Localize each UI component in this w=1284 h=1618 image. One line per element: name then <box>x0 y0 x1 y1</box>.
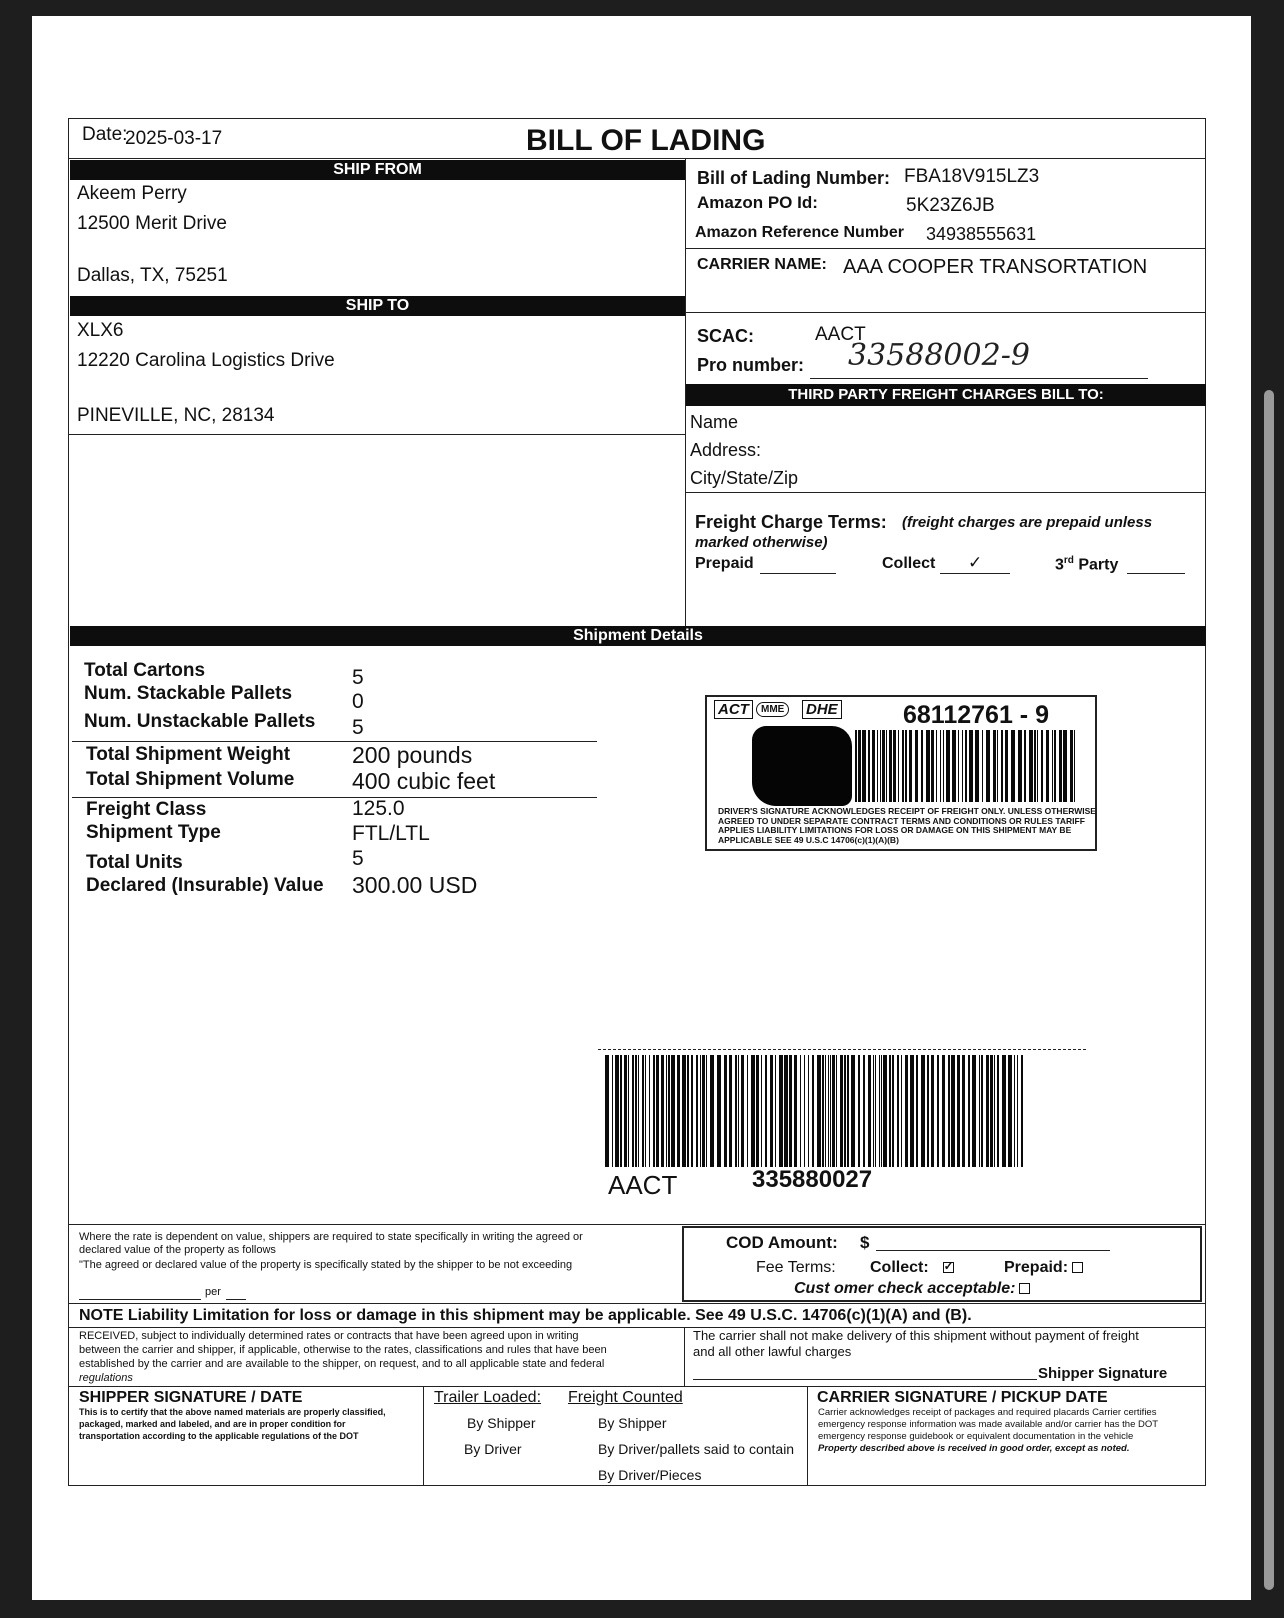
fee-terms-label: Fee Terms: <box>756 1259 836 1276</box>
barcode-bar <box>982 730 983 802</box>
barcode-bar <box>936 730 937 802</box>
ship-to-city: PINEVILLE, NC, 28134 <box>77 405 275 426</box>
barcode-bar <box>1008 1055 1012 1167</box>
sticker-disclaimer-line-1: DRIVER'S SIGNATURE ACKNOWLEDGES RECEIPT OF FREIGHT ONLY. UNLESS OTHERWISE <box>718 806 1096 816</box>
ship-from-header: SHIP FROM <box>70 160 685 180</box>
barcode-bar <box>879 1055 880 1167</box>
barcode-bar <box>696 1055 698 1167</box>
barcode-bar <box>784 1055 788 1167</box>
barcode-bar <box>940 730 941 802</box>
barcode-bar <box>1017 1055 1018 1167</box>
barcode-bar <box>756 1055 759 1167</box>
ref-value: 34938555631 <box>926 224 1037 244</box>
prepaid-option: Prepaid <box>695 555 754 572</box>
barcode-bar <box>800 1055 801 1167</box>
barcode-bar <box>969 730 973 802</box>
date-label: Date: <box>82 124 128 145</box>
barcode-bar <box>671 1055 675 1167</box>
fee-collect-label <box>870 1259 954 1277</box>
value-statement-line-3: "The agreed or declared value of the property is specifically stated by the shipper to be not exceeding <box>79 1259 573 1271</box>
carrier-signature-title: CARRIER SIGNATURE / PICKUP DATE <box>817 1389 1108 1406</box>
barcode-bar <box>804 1055 805 1167</box>
barcode-bar <box>979 1055 980 1167</box>
barcode-bar <box>858 1055 860 1167</box>
barcode-bar <box>1059 730 1062 802</box>
cod-currency: $ <box>860 1233 870 1252</box>
barcode-bar <box>905 1055 908 1167</box>
third-party-header: THIRD PARTY FREIGHT CHARGES BILL TO: <box>686 384 1206 406</box>
barcode-bar <box>1018 730 1022 802</box>
value-statement <box>79 1231 583 1272</box>
barcode-bar <box>1034 730 1036 802</box>
carrier-delivery-line-2: and all other lawful charges <box>693 1344 852 1359</box>
shipper-cert-line-1: This is to certify that the above named materials are properly classified, <box>79 1407 386 1417</box>
barcode-bar <box>880 730 881 802</box>
sticker-disclaimer <box>718 807 1096 845</box>
customer-check-label <box>794 1280 1030 1298</box>
barcode-bar <box>687 1055 689 1167</box>
barcode-bar <box>1029 730 1033 802</box>
sticker-disclaimer-line-4: APPLICABLE SEE 49 U.S.C 14706(c)(1)(A)(B) <box>718 834 899 845</box>
shipment-value-freight-class: 125.0 <box>352 797 405 820</box>
barcode-bar <box>735 1055 737 1167</box>
barcode-bar <box>717 1055 721 1167</box>
barcode-bar <box>937 1055 939 1167</box>
trailer-loaded-title: Trailer Loaded: <box>434 1389 542 1406</box>
barcode-bar <box>729 1055 732 1167</box>
barcode-bar <box>862 730 866 802</box>
third-party-address-label: Address: <box>690 440 762 460</box>
barcode-bar <box>893 730 896 802</box>
barcode-bar <box>868 730 870 802</box>
sticker-disclaimer-line-2: AGREED TO UNDER SEPARATE CONTRACT TERMS AND CONDITIONS OR RULES TARIFF <box>718 815 1085 826</box>
received-line-2: between the carrier and shipper, if applicable, otherwise to the rates, classifications and rules that have been <box>79 1344 607 1356</box>
barcode-bar <box>993 730 996 802</box>
barcode-bar <box>1011 730 1015 802</box>
customer-check-text: Cust omer check acceptable: <box>794 1280 1016 1297</box>
barcode-bar <box>661 1055 664 1167</box>
barcode-bar <box>915 730 918 802</box>
barcode-bar <box>873 1055 874 1167</box>
date-value: 2025-03-17 <box>125 128 223 149</box>
barcode-bar <box>889 1055 891 1167</box>
shipment-value-unstackable: 5 <box>352 716 364 739</box>
barcode-bar <box>997 730 998 802</box>
sticker-logo-dhe: DHE <box>802 700 842 719</box>
freight-terms-note-2: marked otherwise) <box>695 534 828 551</box>
fee-collect-text: Collect: <box>870 1259 929 1276</box>
barcode-bar <box>958 730 959 802</box>
barcode-bar <box>948 1055 950 1167</box>
barcode-bar <box>632 1055 634 1167</box>
freight-counted-title: Freight Counted <box>568 1389 683 1406</box>
shipment-label-units: Total Units <box>86 852 183 873</box>
barcode-bar <box>931 1055 934 1167</box>
barcode-bar <box>986 1055 989 1167</box>
collect-check-mark: ✓ <box>968 553 983 572</box>
shipment-label-type: Shipment Type <box>86 822 221 843</box>
pro-number-label: Pro number: <box>697 355 805 375</box>
barcode-bar <box>1070 730 1073 802</box>
fee-prepaid-label <box>1004 1259 1083 1277</box>
barcode-bar <box>872 730 875 802</box>
barcode-bar <box>1001 730 1003 802</box>
shipper-certification <box>79 1406 386 1442</box>
third-party-city-label: City/State/Zip <box>690 468 799 488</box>
barcode-bar <box>779 1055 783 1167</box>
fee-prepaid-checkbox[interactable] <box>1072 1262 1083 1273</box>
barcode-bar <box>832 1055 835 1167</box>
value-statement-line-1: Where the rate is dependent on value, shippers are required to state specifically in writing the agreed or <box>79 1231 583 1243</box>
bol-number-value: FBA18V915LZ3 <box>904 166 1040 187</box>
barcode-bar <box>775 1055 776 1167</box>
barcode-bar <box>794 1055 797 1167</box>
barcode-bar <box>943 730 944 802</box>
barcode-bar <box>638 1055 639 1167</box>
barcode-bar <box>1052 730 1053 802</box>
barcode-bar <box>828 1055 829 1167</box>
shipment-details-header: Shipment Details <box>70 626 1206 646</box>
third-party-option <box>1055 555 1118 574</box>
sticker-barcode <box>855 730 1080 802</box>
barcode-bar <box>981 1055 983 1167</box>
barcode-bar <box>851 1055 855 1167</box>
barcode-bar <box>921 1055 925 1167</box>
freight-terms-label: Freight Charge Terms: <box>695 512 887 532</box>
barcode-bar <box>724 1055 727 1167</box>
barcode-bar <box>968 1055 970 1167</box>
shipment-value-cartons: 5 <box>352 666 364 689</box>
shipper-signature-title: SHIPPER SIGNATURE / DATE <box>79 1389 303 1406</box>
trailer-by-shipper: By Shipper <box>467 1415 536 1431</box>
shipment-label-stackable: Num. Stackable Pallets <box>84 683 293 704</box>
fee-prepaid-text: Prepaid: <box>1004 1259 1069 1276</box>
barcode-bar <box>1024 730 1026 802</box>
ship-to-header: SHIP TO <box>70 296 685 316</box>
shipment-value-volume: 400 cubic feet <box>352 768 496 794</box>
shipment-label-declared-value: Declared (Insurable) Value <box>86 875 324 896</box>
barcode-bar <box>642 1055 644 1167</box>
barcode-bar <box>892 1055 894 1167</box>
barcode-bar <box>624 1055 627 1167</box>
barcode-bar <box>926 730 930 802</box>
barcode-bar <box>738 1055 739 1167</box>
shipment-label-weight: Total Shipment Weight <box>86 744 291 765</box>
page-title: BILL OF LADING <box>526 124 766 157</box>
barcode-bar <box>972 1055 976 1167</box>
barcode-bar <box>889 730 892 802</box>
barcode-bar <box>886 730 887 802</box>
shipment-value-stackable: 0 <box>352 690 364 713</box>
shipment-value-declared-value: 300.00 USD <box>352 872 478 898</box>
ref-label: Amazon Reference Number <box>695 224 904 241</box>
value-statement-line-2: declared value of the property as follows <box>79 1244 276 1256</box>
shipment-label-cartons: Total Cartons <box>84 660 206 681</box>
barcode-bar <box>615 1055 619 1167</box>
counted-by-shipper: By Shipper <box>598 1415 667 1431</box>
barcode-bar <box>902 730 904 802</box>
bol-number-label: Bill of Lading Number: <box>697 168 890 188</box>
counted-by-driver-pallets: By Driver/pallets said to contain <box>598 1441 795 1457</box>
barcode-bar <box>931 730 934 802</box>
barcode-bar <box>975 730 979 802</box>
barcode-bar <box>751 1055 755 1167</box>
received-terms <box>79 1329 607 1385</box>
barcode-bar <box>882 730 885 802</box>
received-line-1: RECEIVED, subject to individually determined rates or contracts that have been agreed upon in writing <box>79 1330 579 1342</box>
barcode-bar <box>986 730 990 802</box>
shipment-value-type: FTL/LTL <box>352 822 430 845</box>
barcode-bar <box>668 1055 670 1167</box>
barcode-bar <box>927 1055 929 1167</box>
barcode-bar <box>962 730 963 802</box>
scrollbar[interactable] <box>1264 390 1274 1590</box>
scac-value: AACT <box>815 324 866 345</box>
carrier-delivery-line-1: The carrier shall not make delivery of this shipment without payment of freight <box>693 1328 1139 1343</box>
barcode-bar <box>700 1055 701 1167</box>
barcode-bar <box>822 1055 824 1167</box>
barcode-bar <box>875 1055 876 1167</box>
barcode-bar <box>1037 730 1038 802</box>
carrier-certification <box>818 1407 1158 1455</box>
barcode-bar <box>691 1055 693 1167</box>
barcode-number: 335880027 <box>752 1166 873 1193</box>
sticker-logo-act: ACT <box>714 700 753 719</box>
barcode-bar <box>612 1055 613 1167</box>
barcode-bar <box>653 1055 655 1167</box>
barcode-bar <box>628 1055 629 1167</box>
barcode-bar <box>656 1055 659 1167</box>
barcode-bar <box>942 1055 945 1167</box>
barcode-bar <box>741 1055 744 1167</box>
carrier-name-value: AAA COOPER TRANSORTATION <box>843 256 1148 278</box>
scac-label: SCAC: <box>697 326 754 346</box>
carrier-name-label: CARRIER NAME: <box>697 256 827 273</box>
shipment-label-freight-class: Freight Class <box>86 799 207 820</box>
carrier-cert-line-2: emergency response information was made available and/or carrier has the DOT <box>818 1419 1159 1430</box>
liability-note: NOTE Liability Limitation for loss or damage in this shipment may be applicable. See 49 U.S.C. 14706(c)(1)(A) and (B). <box>79 1307 972 1324</box>
barcode-bar <box>605 1055 609 1167</box>
barcode-bar <box>812 1055 814 1167</box>
barcode-bar <box>677 1055 680 1167</box>
barcode-bar <box>649 1055 650 1167</box>
shipment-value-weight: 200 pounds <box>352 742 473 768</box>
third-party-number: 3 <box>1055 556 1064 574</box>
carrier-cert-line-1: Carrier acknowledges receipt of packages and required placards Carrier certifies <box>818 1407 1157 1418</box>
barcode-bar <box>946 730 950 802</box>
barcode-bar <box>1041 730 1043 802</box>
barcode-bar <box>635 1055 637 1167</box>
barcode-bar <box>905 730 907 802</box>
counted-by-driver-pieces: By Driver/Pieces <box>598 1467 702 1483</box>
barcode-bar <box>682 1055 686 1167</box>
barcode-bar <box>836 1055 837 1167</box>
customer-check-checkbox[interactable] <box>1019 1283 1030 1294</box>
received-line-4: regulations <box>79 1372 133 1384</box>
barcode-bar <box>901 1055 902 1167</box>
barcode-bar <box>620 1055 622 1167</box>
value-per-label: per <box>205 1286 221 1298</box>
barcode-bar <box>1002 1055 1006 1167</box>
barcode-bar <box>957 1055 960 1167</box>
fee-collect-checkbox[interactable] <box>943 1262 954 1273</box>
barcode-bar <box>881 1055 882 1167</box>
barcode-bar <box>898 730 899 802</box>
barcode-bar <box>666 1055 667 1167</box>
barcode-bar <box>1054 730 1056 802</box>
ship-from-city: Dallas, TX, 75251 <box>77 265 228 286</box>
barcode-bar <box>747 1055 748 1167</box>
barcode-bar <box>645 1055 646 1167</box>
sticker-disclaimer-line-3: APPLIES LIABILITY LIMITATIONS FOR LOSS OR DAMAGE ON THIS SHIPMENT MAY BE <box>718 825 1072 835</box>
sticker-redaction <box>752 726 852 806</box>
barcode-bar <box>1046 730 1049 802</box>
third-party-name-label: Name <box>690 412 739 432</box>
ship-from-address: 12500 Merit Drive <box>77 213 227 234</box>
barcode-bar <box>702 1055 705 1167</box>
barcode-bar <box>847 1055 849 1167</box>
po-label: Amazon PO Id: <box>697 193 818 212</box>
barcode-bar <box>951 1055 955 1167</box>
received-line-3: established by the carrier and are available to the shipper, on request, and to all applicable state and federal <box>79 1358 605 1370</box>
barcode-bar <box>962 1055 965 1167</box>
shipper-cert-line-3: transportation according to the applicable regulations of the DOT <box>79 1431 359 1441</box>
collect-option: Collect <box>882 555 936 572</box>
barcode-bar <box>952 730 956 802</box>
barcode-bar <box>994 1055 995 1167</box>
barcode-bar <box>789 1055 792 1167</box>
barcode-bar <box>1074 730 1075 802</box>
ship-to-address: 12220 Carolina Logistics Drive <box>77 350 335 371</box>
main-barcode <box>605 1055 1027 1167</box>
barcode-bar <box>1021 1055 1023 1167</box>
barcode-bar <box>830 1055 831 1167</box>
barcode-bar <box>817 1055 821 1167</box>
barcode-bar <box>840 1055 843 1167</box>
barcode-bar <box>761 1055 762 1167</box>
sticker-number: 68112761 - 9 <box>903 701 1049 729</box>
barcode-bar <box>910 1055 914 1167</box>
shipment-label-unstackable: Num. Unstackable Pallets <box>84 711 316 732</box>
barcode-bar <box>965 730 967 802</box>
barcode-bar <box>921 730 923 802</box>
cod-amount-label: COD Amount: <box>726 1233 838 1252</box>
barcode-bar <box>909 730 912 802</box>
barcode-bar <box>1005 730 1008 802</box>
barcode-bar <box>858 730 861 802</box>
ship-to-name: XLX6 <box>77 320 124 341</box>
third-party-sup: rd <box>1063 555 1074 566</box>
barcode-carrier: AACT <box>608 1170 678 1200</box>
po-value: 5K23Z6JB <box>906 195 995 216</box>
barcode-bar <box>844 1055 846 1167</box>
barcode-bar <box>877 730 878 802</box>
barcode-bar <box>825 1055 826 1167</box>
shipper-signature-label: Shipper Signature <box>1038 1365 1168 1382</box>
barcode-bar <box>883 1055 887 1167</box>
carrier-cert-line-3: emergency response guidebook or equivalent documentation in the vehicle <box>818 1431 1134 1442</box>
barcode-bar <box>997 1055 999 1167</box>
barcode-bar <box>868 1055 871 1167</box>
barcode-bar <box>1063 730 1067 802</box>
carrier-cert-line-4: Property described above is received in good order, except as noted. <box>818 1443 1130 1454</box>
barcode-bar <box>897 1055 899 1167</box>
barcode-bar <box>1014 1055 1015 1167</box>
trailer-by-driver: By Driver <box>464 1441 522 1457</box>
shipment-label-volume: Total Shipment Volume <box>86 769 295 790</box>
pro-number-handwritten: 33588002-9 <box>848 338 1030 373</box>
shipment-value-units: 5 <box>352 847 364 870</box>
freight-terms-note: (freight charges are prepaid unless <box>902 514 1153 531</box>
carrier-delivery-terms <box>693 1328 1139 1360</box>
barcode-bar <box>770 1055 773 1167</box>
barcode-bar <box>855 730 857 802</box>
barcode-bar <box>706 1055 707 1167</box>
barcode-bar <box>990 1055 993 1167</box>
barcode-bar <box>863 1055 865 1167</box>
barcode-bar <box>765 1055 767 1167</box>
third-party-word: Party <box>1078 556 1119 574</box>
barcode-bar <box>710 1055 714 1167</box>
barcode-bar <box>916 1055 918 1167</box>
shipper-cert-line-2: packaged, marked and labeled, and are in proper condition for <box>79 1419 346 1429</box>
ship-from-name: Akeem Perry <box>77 183 187 204</box>
sticker-logo-mme: MME <box>756 702 789 717</box>
barcode-bar <box>808 1055 809 1167</box>
